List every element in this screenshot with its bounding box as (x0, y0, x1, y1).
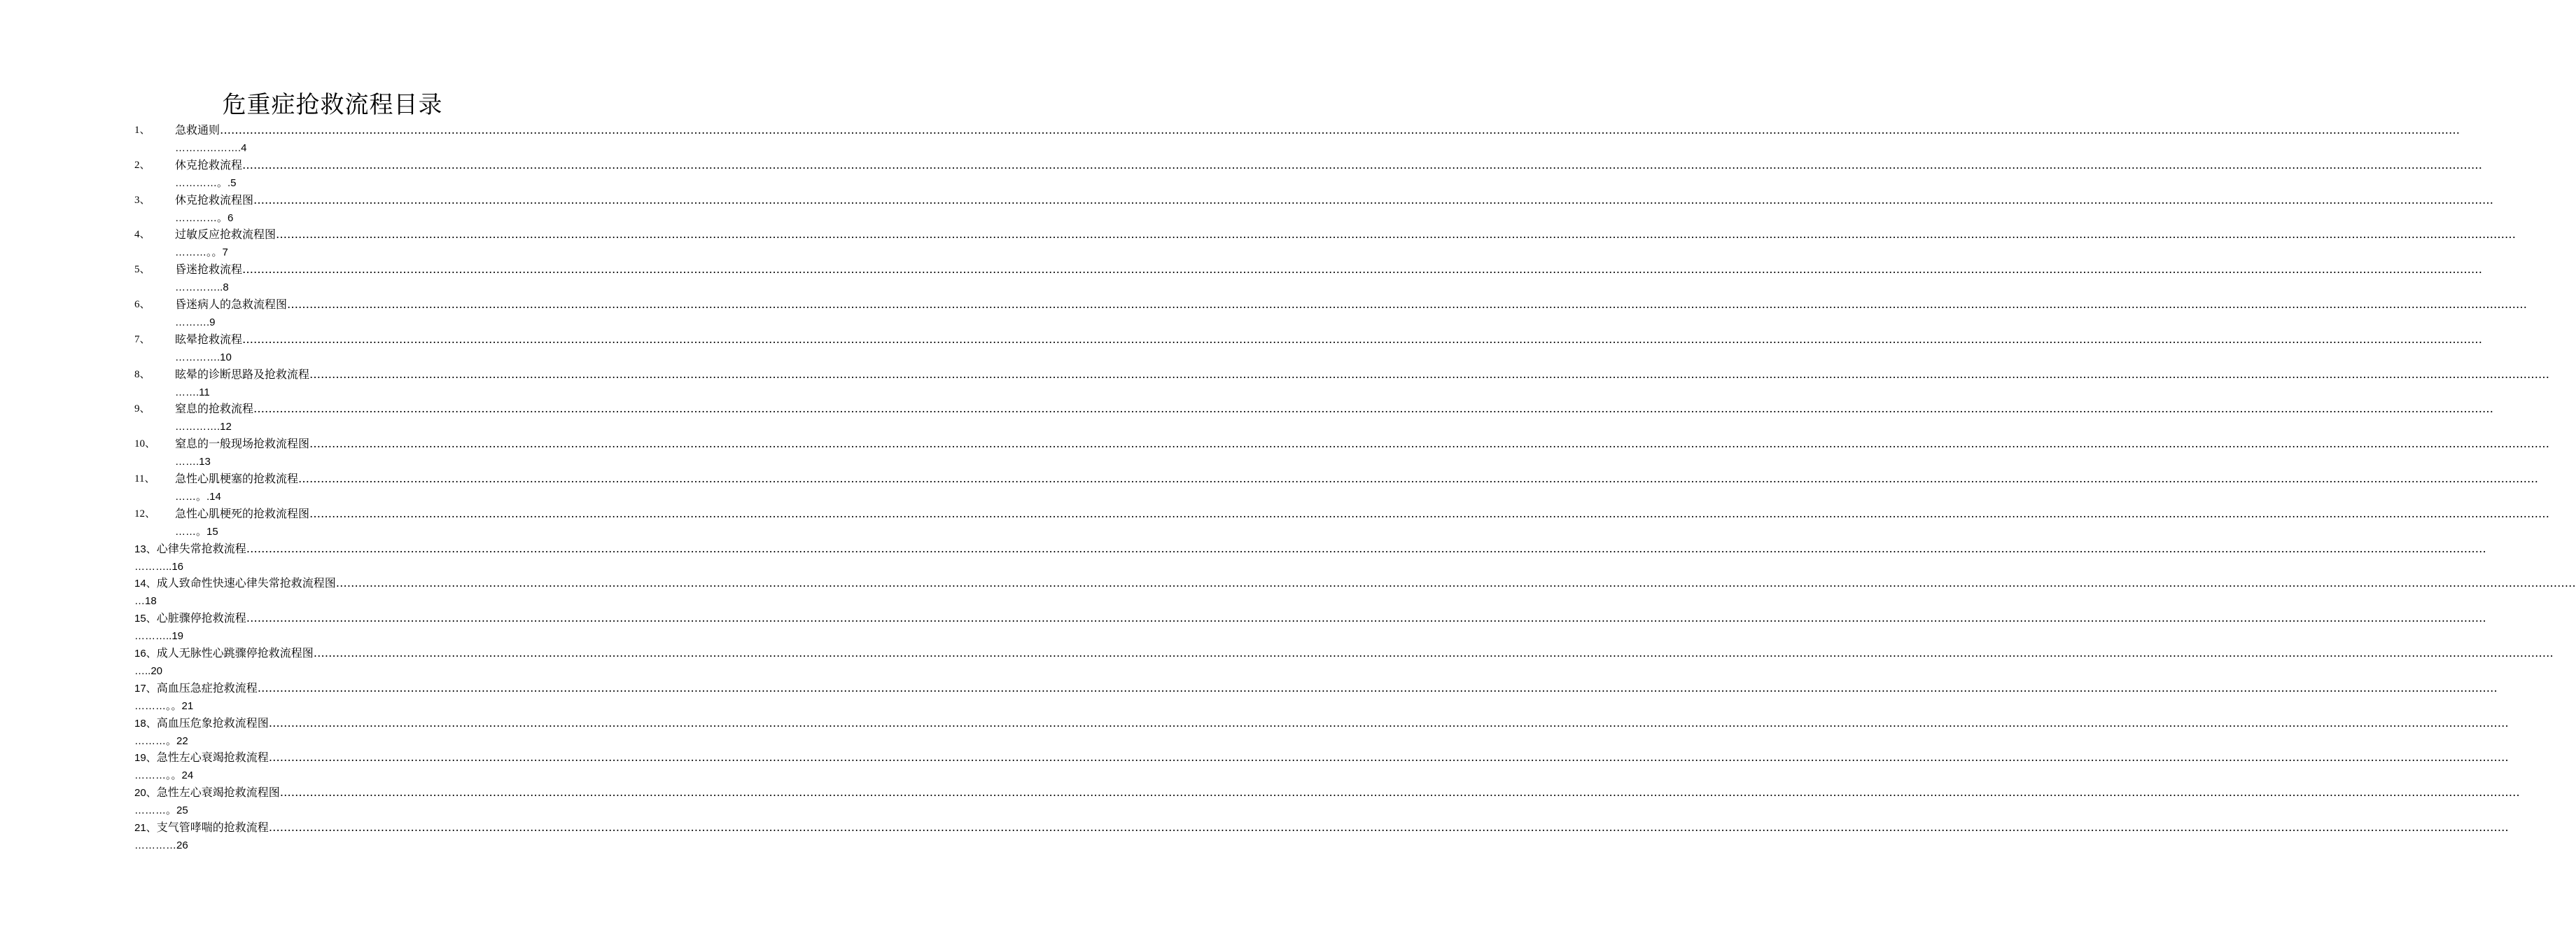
toc-entry (134, 645, 2554, 678)
dot-leader: …………………………………………………………………………………………………………………………………………………………………………………………………………………………………………………………………………………………………………………………………………………………………………………………………………………………………………………………………………………………………………………………………………………… (253, 193, 2494, 207)
dot-leader: …………………………………………………………………………………………………………………………………………………………………………………………………………………………………………………………………………………………………………………………………………………………………………………………………………………………………………………………………………………………………………………………………………………… (257, 681, 2498, 695)
toc-entry-number: 7、 (134, 334, 150, 345)
toc-entry (134, 784, 2520, 818)
toc-entry-line (134, 122, 2460, 139)
toc-entry-page-number: ……。15 (175, 526, 218, 538)
toc-entry-line (134, 296, 2528, 313)
dot-leader: …………………………………………………………………………………………………………………………………………………………………………………………………………………………………………………………………………………………………………………………………………………………………………………………………………………………………………………………………………………………………………………………………………………… (298, 472, 2539, 485)
toc-entry-page-number: …………。6 (175, 212, 234, 224)
toc-entry-page-line (134, 767, 563, 783)
toc-entry-line (134, 575, 2576, 592)
toc-entry-page-line (134, 558, 563, 575)
toc-entry-page-line (175, 488, 563, 505)
toc-entry-title: 眩晕抢救流程 (175, 333, 243, 346)
dot-leader: …………………………………………………………………………………………………………………………………………………………………………………………………………………………………………………………………………………………………………………………………………………………………………………………………………………………………………………………………………………………………………………………………………………… (253, 402, 2494, 415)
toc-entry-page-number: …….13 (175, 456, 211, 468)
toc-entry-page-line (134, 837, 563, 853)
toc-entry-line (134, 400, 2494, 417)
toc-entry-number: 13、 (134, 543, 157, 555)
toc-entry-title: 心脏骤停抢救流程 (156, 611, 246, 625)
toc-entry (134, 192, 2494, 225)
dot-leader: …………………………………………………………………………………………………………………………………………………………………………………………………………………………………………………………………………………………………………………………………………………………………………………………………………………………………………………………………………………………………………………………………………………… (309, 368, 2550, 381)
toc-entry-line (134, 715, 2509, 732)
dot-leader: …………………………………………………………………………………………………………………………………………………………………………………………………………………………………………………………………………………………………………………………………………………………………………………………………………………………………………………………………………………………………………………………………………………… (268, 751, 2509, 764)
toc-entry-line (134, 541, 2486, 557)
toc-entry-line (134, 749, 2509, 766)
toc-entry (134, 122, 2460, 155)
toc-entry (134, 819, 2509, 853)
toc-entry-page-number: ……….9 (175, 316, 216, 328)
toc-entry-line (134, 261, 2483, 278)
toc-entry (134, 610, 2486, 643)
toc-entry (134, 575, 2576, 608)
toc-entry (134, 435, 2550, 469)
toc-entry-number: 17、 (134, 683, 157, 695)
dot-leader: …………………………………………………………………………………………………………………………………………………………………………………………………………………………………………………………………………………………………………………………………………………………………………………………………………………………………………………………………………………………………………………………………………………… (242, 158, 2483, 172)
toc-entry-title: 窒息的抢救流程 (175, 402, 254, 415)
toc-entry-line (134, 157, 2483, 174)
toc-entry-title: 昏迷抢救流程 (175, 263, 243, 276)
toc-entry-number: 9、 (134, 403, 150, 414)
toc-entry-text (175, 296, 2527, 313)
toc-entry-page-line (175, 174, 563, 191)
toc-entry (134, 296, 2528, 330)
toc-entry-page-number: ……。.14 (175, 491, 221, 503)
toc-entry-text (175, 192, 2493, 209)
toc-entry-page-line (134, 802, 563, 818)
toc-entry-line (134, 819, 2509, 836)
dot-leader: …………………………………………………………………………………………………………………………………………………………………………………………………………………………………………………………………………………………………………………………………………………………………………………………………………………………………………………………………………………………………………………………………………………… (246, 611, 2486, 625)
dot-leader: …………………………………………………………………………………………………………………………………………………………………………………………………………………………………………………………………………………………………………………………………………………………………………………………………………………………………………………………………………………………………………………………………………………… (335, 576, 2576, 590)
toc-entry-line (134, 192, 2494, 209)
toc-entry-title: 心律失常抢救流程 (156, 542, 246, 555)
toc-entry-page-line (134, 627, 563, 644)
toc-entry (134, 470, 2539, 504)
toc-entry-page-line (175, 314, 563, 330)
toc-entry-page-line (175, 244, 563, 260)
dot-leader: …………………………………………………………………………………………………………………………………………………………………………………………………………………………………………………………………………………………………………………………………………………………………………………………………………………………………………………………………………………………………………………………………………………… (309, 507, 2550, 520)
toc-entry-title: 休克抢救流程图 (175, 193, 254, 207)
toc-entry-number: 10、 (134, 438, 156, 449)
toc-entry-text (175, 122, 2460, 139)
toc-entry-title: 眩晕的诊断思路及抢救流程 (175, 368, 310, 381)
toc-entry-number: 16、 (134, 648, 157, 660)
toc-entry-text (175, 470, 2538, 487)
toc-entry-title: 急救通则 (175, 123, 220, 137)
toc-entry-number: 5、 (134, 264, 150, 275)
toc-entry-number: 2、 (134, 160, 150, 171)
toc-entry-page-number: ………….12 (175, 421, 232, 433)
dot-leader: …………………………………………………………………………………………………………………………………………………………………………………………………………………………………………………………………………………………………………………………………………………………………………………………………………………………………………………………………………………………………………………………………………………… (276, 228, 2516, 241)
toc-entry-page-number: …….11 (175, 386, 210, 398)
toc-entry-number: 21、 (134, 822, 157, 834)
toc-entry-line (134, 331, 2483, 348)
toc-entry-number: 11、 (134, 473, 155, 485)
toc-entry-number: 19、 (134, 752, 157, 764)
toc-entry-title: 昏迷病人的急救流程图 (175, 298, 288, 311)
toc-entry-page-number: ………。22 (134, 735, 188, 747)
toc-entry (134, 506, 2550, 539)
toc-entry-number: 1、 (134, 125, 150, 136)
toc-entry-number: 20、 (134, 787, 157, 799)
toc-entry-number: 12、 (134, 508, 156, 520)
toc-entry-page-number: …..20 (134, 665, 163, 677)
toc-entry-page-line (175, 418, 563, 435)
dot-leader: …………………………………………………………………………………………………………………………………………………………………………………………………………………………………………………………………………………………………………………………………………………………………………………………………………………………………………………………………………………………………………………………………………………… (309, 437, 2550, 450)
toc-entry-line (134, 784, 2520, 801)
toc-entry (134, 226, 2516, 260)
toc-entry-page-number: ………。。21 (134, 700, 194, 712)
toc-entry-page-line (175, 453, 563, 470)
toc-entry-number: 8、 (134, 369, 150, 380)
toc-entry-page-number: …18 (134, 595, 157, 607)
toc-entry-line (134, 470, 2539, 487)
toc-entry (134, 261, 2483, 295)
toc-entry-page-number: ………。。24 (134, 769, 194, 781)
dot-leader: …………………………………………………………………………………………………………………………………………………………………………………………………………………………………………………………………………………………………………………………………………………………………………………………………………………………………………………………………………………………………………………………………………………… (279, 786, 2520, 799)
dot-leader: …………………………………………………………………………………………………………………………………………………………………………………………………………………………………………………………………………………………………………………………………………………………………………………………………………………………………………………………………………………………………………………………………………………… (220, 123, 2460, 137)
toc-entry-title: 急性心肌梗死的抢救流程图 (175, 507, 310, 520)
toc-entry-page-line (134, 662, 563, 679)
toc-entry-line (134, 506, 2550, 522)
toc-entry-number: 14、 (134, 578, 157, 590)
toc-entry (134, 541, 2486, 574)
toc-entry-title: 急性心肌梗塞的抢救流程 (175, 472, 299, 485)
toc-entry-page-number: …………。.5 (175, 177, 237, 189)
toc-entry-title: 高血压危象抢救流程图 (156, 716, 269, 730)
toc-entry-page-line (134, 732, 563, 749)
toc-entry-line (134, 366, 2550, 383)
toc-entry-page-number: ……………….4 (175, 142, 247, 154)
toc-entry-line (134, 610, 2486, 627)
dot-leader: …………………………………………………………………………………………………………………………………………………………………………………………………………………………………………………………………………………………………………………………………………………………………………………………………………………………………………………………………………………………………………………………………………………… (242, 333, 2483, 346)
toc-entry-page-number: ………..19 (134, 630, 184, 642)
toc-entry-page-line (175, 384, 563, 400)
toc-entry (134, 715, 2509, 748)
toc-entry (134, 400, 2494, 434)
toc-entry-page-line (175, 139, 563, 156)
toc-entry-number: 18、 (134, 718, 157, 730)
toc-entry-text (175, 366, 2549, 383)
toc-entry-page-line (175, 349, 563, 365)
toc-entry-text (175, 400, 2493, 417)
toc-entry-page-number: ………。25 (134, 804, 188, 816)
toc-entry-page-line (175, 209, 563, 226)
toc-entry-number: 6、 (134, 299, 150, 310)
toc-entry-page-line (134, 697, 563, 714)
toc-entry-text (175, 331, 2482, 348)
dot-leader: …………………………………………………………………………………………………………………………………………………………………………………………………………………………………………………………………………………………………………………………………………………………………………………………………………………………………………………………………………………………………………………………………………………… (268, 821, 2509, 834)
toc-entry-number: 15、 (134, 613, 157, 625)
toc-entry (134, 366, 2550, 400)
toc-entry-title: 高血压急症抢救流程 (156, 681, 258, 695)
toc-entry-number: 3、 (134, 195, 150, 206)
toc-entry-page-line (175, 523, 563, 540)
toc-entry-text (175, 157, 2482, 174)
toc-entry-line (134, 645, 2554, 662)
toc-entry (134, 680, 2498, 713)
dot-leader: …………………………………………………………………………………………………………………………………………………………………………………………………………………………………………………………………………………………………………………………………………………………………………………………………………………………………………………………………………………………………………………………………………………… (268, 716, 2509, 730)
dot-leader: …………………………………………………………………………………………………………………………………………………………………………………………………………………………………………………………………………………………………………………………………………………………………………………………………………………………………………………………………………………………………………………………………………………… (246, 542, 2486, 555)
dot-leader: …………………………………………………………………………………………………………………………………………………………………………………………………………………………………………………………………………………………………………………………………………………………………………………………………………………………………………………………………………………………………………………………………………………… (287, 298, 2528, 311)
toc-entry (134, 331, 2483, 365)
toc-entry-page-number: ………..16 (134, 561, 184, 573)
toc-entry-line (134, 680, 2498, 697)
toc-entry-page-number: …………..8 (175, 281, 229, 293)
toc-entry-title: 成人无脉性心跳骤停抢救流程图 (156, 646, 314, 660)
toc-entry-page-line (134, 592, 563, 609)
toc-entry-text (175, 226, 2516, 243)
toc-entry-text (175, 435, 2549, 452)
toc-entry-line (134, 435, 2550, 452)
toc-entry (134, 749, 2509, 783)
dot-leader: …………………………………………………………………………………………………………………………………………………………………………………………………………………………………………………………………………………………………………………………………………………………………………………………………………………………………………………………………………………………………………………………………………………… (242, 263, 2483, 276)
toc-entry-text (175, 261, 2482, 278)
toc-entry-number: 4、 (134, 229, 150, 240)
toc-entry-title: 过敏反应抢救流程图 (175, 228, 276, 241)
toc-entry-page-number: ………。。7 (175, 246, 228, 258)
toc-entry-page-number: ………….10 (175, 351, 232, 363)
toc-entry-title: 急性左心衰竭抢救流程 (156, 751, 269, 764)
toc-entry-page-line (175, 279, 563, 295)
toc-entry-title: 成人致命性快速心律失常抢救流程图 (156, 576, 336, 590)
toc-entry-title: 支气管哮喘的抢救流程 (156, 821, 269, 834)
toc-entry (134, 157, 2483, 190)
toc-entry-line (134, 226, 2516, 243)
page-title: 危重症抢救流程目录 (222, 91, 443, 119)
toc-entry-title: 窒息的一般现场抢救流程图 (175, 437, 310, 450)
toc-entry-title: 休克抢救流程 (175, 158, 243, 172)
dot-leader: …………………………………………………………………………………………………………………………………………………………………………………………………………………………………………………………………………………………………………………………………………………………………………………………………………………………………………………………………………………………………………………………………………………… (313, 646, 2554, 660)
toc-entry-page-number: …………26 (134, 839, 188, 851)
toc-entry-text (175, 506, 2549, 522)
toc-entry-title: 急性左心衰竭抢救流程图 (156, 786, 280, 799)
